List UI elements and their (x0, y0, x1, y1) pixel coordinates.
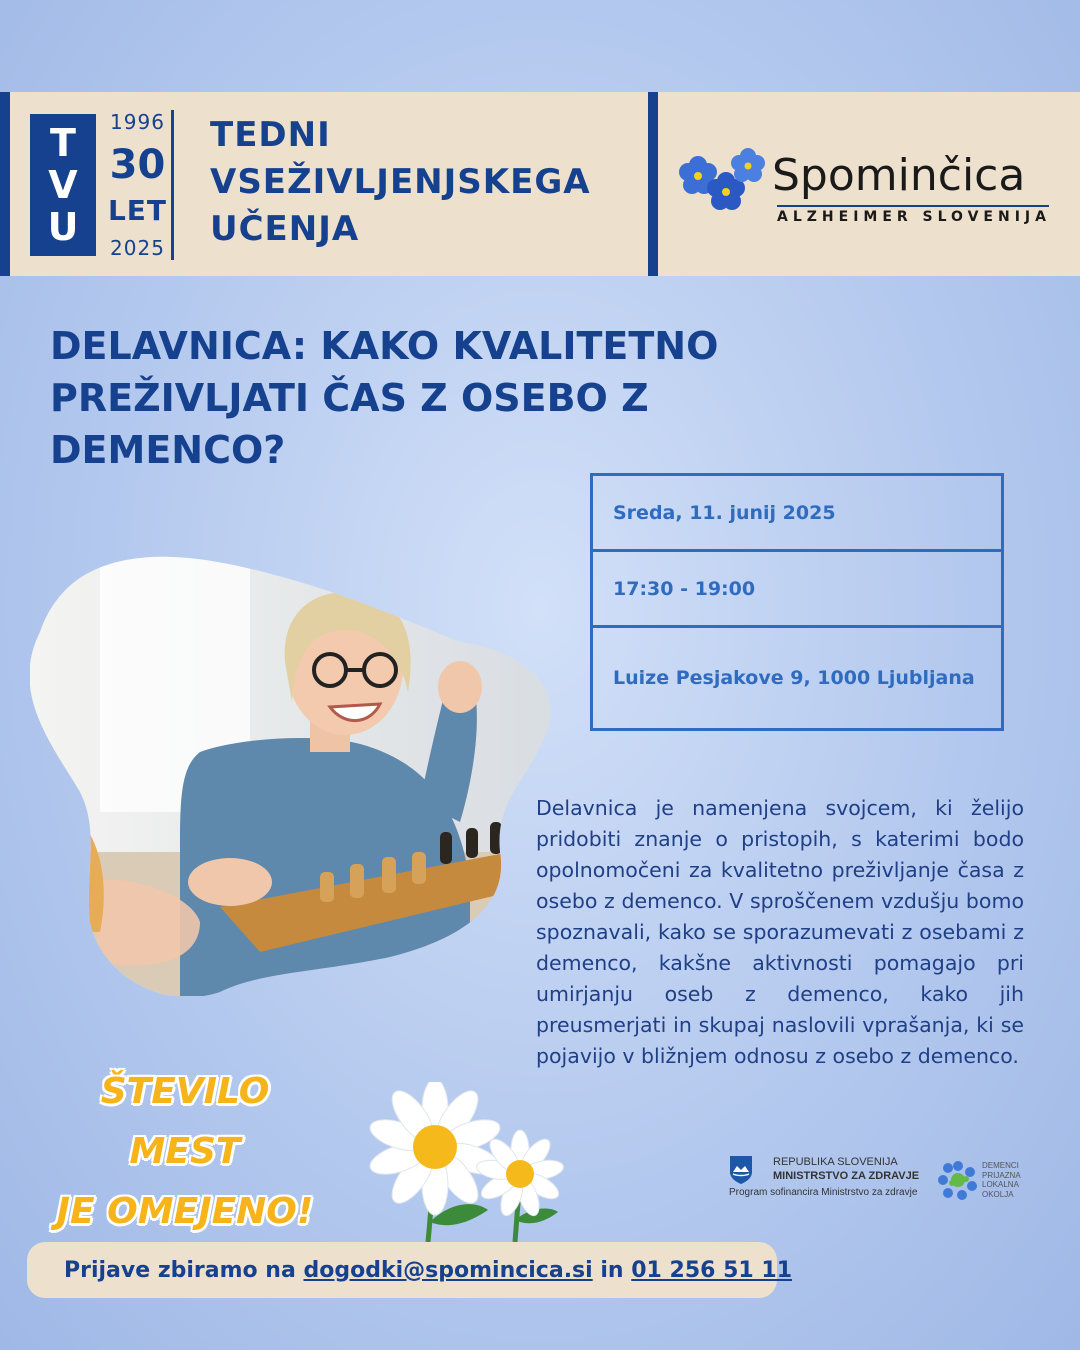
dementia-friendly-flower-icon (936, 1158, 980, 1202)
dementia-friendly-line: PRIJAZNA (982, 1170, 1021, 1180)
logo-subtitle: ALZHEIMER SLOVENIJA (777, 209, 1051, 225)
event-description: Delavnica je namenjena svojcem, ki želijo pridobiti znanje o pristopih, s katerimi bodo opolnomočeni za kvalitetno preživljanje časa z osebo z demenco. V sproščenem vzdušju bomo spoznavali, kako se sporazumevati z osebami z demenco, kakšne aktivnosti pomagajo pri umirjanju oseb z demenco, kako jih preusmerjati in skupaj naslovili vprašanja, ki se pojavijo v bližnjem odnosu z osebo z demenco. (536, 796, 1024, 1068)
forget-me-not-icon (672, 142, 776, 222)
gov-cofinancing-text: Program sofinancira Ministrstvo za zdravje (729, 1187, 918, 1198)
tvu-letter: U (47, 205, 79, 249)
registration-email-link[interactable]: dogodki@spomincica.si (303, 1257, 593, 1283)
woman-playing-chess-photo (30, 552, 552, 996)
dementia-friendly-line: OKOLJA (982, 1189, 1014, 1199)
tvu-letter: V (48, 163, 78, 207)
dementia-friendly-line: DEMENCI (982, 1161, 1019, 1170)
dementia-friendly-line: LOKALNA (982, 1180, 1019, 1189)
program-title (210, 112, 640, 253)
anniversary-block (104, 110, 174, 260)
spomincica-logo (672, 142, 1062, 232)
anniversary-number: 30 (109, 142, 166, 189)
program-title-line: TEDNI (210, 115, 331, 155)
limited-seats-notice (40, 1062, 330, 1242)
header-accent-bar (0, 92, 10, 276)
ministry-of-health-logo (726, 1152, 926, 1204)
year-end: 2025 (110, 235, 165, 260)
slovenia-coat-of-arms-icon (728, 1154, 754, 1184)
tvu-letter: T (50, 121, 76, 165)
header-divider (648, 92, 658, 276)
event-time-text: 17:30 - 19:00 (613, 577, 756, 600)
year-start: 1996 (110, 110, 165, 134)
event-location-text: Luize Pesjakove 9, 1000 Ljubljana (613, 667, 975, 689)
header-banner (0, 92, 1080, 276)
limited-seats-line: JE OMEJENO! (56, 1191, 314, 1232)
logo-name: Spominčica (772, 150, 1026, 201)
daisy-flowers-illustration (360, 1082, 580, 1242)
event-date (593, 476, 1001, 552)
limited-seats-line: ŠTEVILO MEST (100, 1071, 270, 1172)
event-date-text: Sreda, 11. junij 2025 (613, 501, 836, 524)
program-title-line: VSEŽIVLJENJSKEGA (210, 162, 591, 202)
registration-footer (27, 1242, 792, 1298)
event-title: DELAVNICA: KAKO KVALITETNO PREŽIVLJATI ČAS Z OSEBO Z DEMENCO? (50, 324, 719, 472)
dementia-friendly-logo (936, 1158, 1026, 1202)
event-location (593, 628, 1001, 728)
gov-ministry-text: MINISTRSTVO ZA ZDRAVJE (773, 1170, 920, 1182)
dementia-friendly-text (982, 1161, 1021, 1199)
registration-connector: in (600, 1257, 624, 1283)
registration-prefix: Prijave zbiramo na (64, 1257, 296, 1283)
logo-underline (777, 205, 1049, 207)
gov-republic-text: REPUBLIKA SLOVENIJA (773, 1156, 898, 1168)
event-info-table (590, 473, 1004, 731)
program-title-line: UČENJA (210, 209, 360, 249)
tvu-logo-box (30, 114, 96, 256)
registration-phone-link[interactable]: 01 256 51 11 (631, 1257, 792, 1283)
anniversary-unit: LET (107, 193, 168, 227)
event-time (593, 552, 1001, 628)
